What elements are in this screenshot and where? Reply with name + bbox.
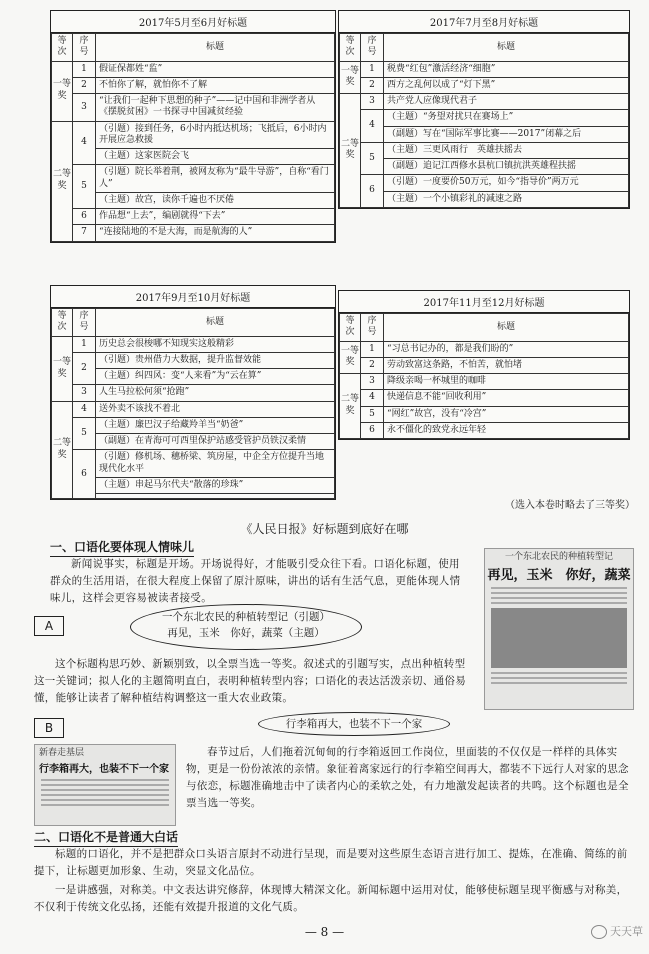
number-cell: 3 [73,94,96,122]
table-title: 2017年9月至10月好标题 [51,286,335,308]
table-row [52,385,335,401]
table-title: 2017年7月至8月好标题 [339,11,629,33]
title-cell: （主题）这家医院会飞 [96,149,335,165]
table-row [52,77,335,93]
table-row [340,191,629,207]
table-row [340,126,629,142]
rank-cell: 二等奖 [52,121,73,241]
table-row [340,175,629,191]
table-header-cell: 标题 [96,309,335,337]
clipping-a-text-lines [491,587,627,604]
title-cell: （主题）纠四风：变“人来看”为“云在算” [96,369,335,385]
table-header-cell: 等次 [52,34,73,62]
label-b: B [34,718,64,738]
watermark [591,923,643,939]
number-cell: 6 [73,450,96,499]
table-row [340,422,629,438]
table-row [52,352,335,368]
number-cell: 4 [73,121,96,165]
table-header-cell: 序号 [73,309,96,337]
watermark-text: 天天草 [610,925,643,938]
table-row [52,94,335,122]
rank-cell: 二等奖 [52,401,73,499]
table-header-cell: 序号 [361,34,384,62]
table-row [340,94,629,110]
rank-cell: 一等奖 [340,61,361,94]
table-nov-dec [338,290,630,440]
clipping-b-text-lines [41,779,169,806]
rank-cell: 一等奖 [340,341,361,374]
paragraph-b: 春节过后，人们拖着沉甸甸的行李箱返回工作岗位，里面装的不仅仅是一样样的具体实物，更是一份份浓浓的亲情。象征着离家远行的行李箱空间再大，都装不下远行人对家的思念与依恋，标题准确地击中了读者内心的柔软之处，有力地激发起读者的共鸣。这个标题也是全票当选一等奖。 [186,746,629,809]
table-header-cell: 等次 [340,314,361,342]
number-cell: 6 [361,422,384,438]
number-cell: 4 [361,390,384,406]
title-cell: 税费“红包”激活经济“细胞” [384,61,629,77]
table-row [340,142,629,158]
table-row [340,77,629,93]
title-cell: “习总书记办的，都是我们盼的” [384,341,629,357]
omission-note: （选入本卷时略去了三等奖） [505,500,635,511]
table-header-cell: 等次 [52,309,73,337]
award-table [339,33,629,208]
title-cell: （主题）串起马尔代夫“散落的珍珠” [96,477,335,493]
award-table [51,308,335,499]
clipping-a-headline: 再见，玉米 你好，蔬菜 [487,568,631,583]
title-cell: （主题）三更风雨行 英雄扶摇去 [384,142,629,158]
article-title: 《人民日报》好标题到底好在哪 [240,522,409,536]
number-cell: 4 [73,401,96,417]
number-cell: 2 [73,77,96,93]
section1-heading: 一、口语化要体现人情味儿 [50,538,194,557]
title-cell: 劳动致富这条路，不怕苦，就怕堵 [384,357,629,373]
number-cell: 1 [73,336,96,352]
clipping-b-header: 新春走基层 [39,748,85,758]
rank-cell: 二等奖 [340,374,361,439]
table-row [340,374,629,390]
title-cell: 人生马拉松何须“抢跑” [96,385,335,401]
table-header-cell: 标题 [384,34,629,62]
title-cell: （引题）修机场、穗桥梁、筑房屋，中企全方位提升当地现代化水平 [96,450,335,478]
title-cell [96,494,335,499]
section2-paragraph-1: 标题的口语化，并不是把群众口头语言原封不动进行呈现，而是要对这些原生态语言进行加工、提炼，在准确、简练的前提下，让标题更加形象、生动，突显文化品位。 [34,848,628,877]
number-cell: 3 [361,94,384,110]
table-row [340,61,629,77]
section1-paragraph: 新闻说事实，标题是开场。开场说得好，才能吸引受众往下看。口语化标题，使用群众的生活用语，在很大程度上保留了原汁原味，讲出的话有生活气息，更能体现人情味儿，这样会更容易被读者接受。 [50,558,461,604]
table-title: 2017年11月至12月好标题 [339,291,629,313]
table-may-june [50,10,336,243]
number-cell: 6 [361,175,384,208]
number-cell: 2 [361,357,384,373]
table-row [52,165,335,193]
number-cell: 1 [361,341,384,357]
label-a: A [34,616,64,636]
table-header-cell: 等次 [340,34,361,62]
title-cell: 作品想“上去”，编剧就得“下去” [96,209,335,225]
oval-a-line2: 再见，玉米 你好，蔬菜（主题） [167,627,325,639]
table-row [52,61,335,77]
title-cell: （主题）一个小镇彩礼的减速之路 [384,191,629,207]
title-cell: 西方之乱何以成了“灯下黑” [384,77,629,93]
title-cell: （主题）故宫，读你千遍也不厌倦 [96,192,335,208]
clipping-a-header: 一个东北农民的种植转型记 [504,552,613,562]
headline-oval-a [130,604,362,650]
table-header-cell: 序号 [361,314,384,342]
rank-cell: 二等奖 [340,94,361,208]
title-cell: （副题）写在“国际军事比赛——2017”闭幕之后 [384,126,629,142]
award-table [51,33,335,242]
number-cell: 5 [73,417,96,450]
title-cell: 永不僵化的致党永远年轻 [384,422,629,438]
rank-cell: 一等奖 [52,61,73,121]
number-cell: 2 [361,77,384,93]
rank-cell: 一等奖 [52,336,73,401]
table-row [52,225,335,241]
oval-a-line1: 一个东北农民的种植转型记（引题） [162,611,330,623]
table-row [52,121,335,149]
number-cell: 5 [73,165,96,209]
title-cell: 共产党人应像现代君子 [384,94,629,110]
title-cell: “让我们一起种下思想的种子”——记中国和非洲学者从《摆脱贫困》一书探寻中国减贫经验 [96,94,335,122]
table-july-august [338,10,630,209]
table-sept-oct [50,285,336,500]
section2-paragraph-2: 一是讲感强，对称美。中文表达讲究修辞，体现博大精深文化。新闻标题中运用对仗，能够使标题呈现平衡感与对称美，不仅利于传统文化弘扬，还能有效提升报道的文化气质。 [34,884,628,913]
newspaper-clipping-b [34,744,176,826]
table-row [52,209,335,225]
title-cell: 快递信息不能“回收利用” [384,390,629,406]
award-table [339,313,629,439]
number-cell: 1 [361,61,384,77]
title-cell: （副题）追记江西修水县杭口镇抗洪英雄程扶摇 [384,159,629,175]
number-cell: 7 [73,225,96,241]
number-cell: 4 [361,110,384,143]
table-title: 2017年5月至6月好标题 [51,11,335,33]
title-cell: 历史总会很梭哪不知现实这般精彩 [96,336,335,352]
table-row [52,401,335,417]
number-cell: 3 [73,385,96,401]
title-cell: （主题）廉巴汉子给藏羚羊当“奶爸” [96,417,335,433]
table-header-cell: 序号 [73,34,96,62]
number-cell: 5 [361,406,384,422]
newspaper-clipping-a [484,548,634,710]
title-cell: （引题）接到任务，6小时内抵达机场；飞抵后，6小时内开展应急救援 [96,121,335,149]
table-header-cell: 标题 [384,314,629,342]
title-cell: （引题）一度要价50万元，如今“指导价”两万元 [384,175,629,191]
title-cell: 不怕你了解，就怕你不了解 [96,77,335,93]
table-row [340,159,629,175]
table-row [52,336,335,352]
title-cell: “连接陆地的不是大海，而是航海的人” [96,225,335,241]
table-row [340,357,629,373]
number-cell: 1 [73,61,96,77]
wechat-icon [591,925,607,939]
title-cell: 假证保都姓“监” [96,61,335,77]
paragraph-a: 这个标题构思巧妙、新颖别致，以全票当选一等奖。叙述式的引题写实，点出种植转型这一关键词；拟人化的主题简明直白，表明种植转型内容；口语化的表达活泼亲切、通俗易懂，能够让读者了解种植结构调整这一重大农业政策。 [34,658,466,704]
number-cell: 5 [361,142,384,175]
headline-oval-b: 行李箱再大，也装不下一个家 [258,712,450,736]
section2-heading: 二、口语化不是普通大白话 [34,828,178,847]
table-row [340,341,629,357]
number-cell: 6 [73,209,96,225]
clipping-a-photo [491,608,627,668]
number-cell: 3 [361,374,384,390]
table-row [52,417,335,433]
table-row [52,450,335,478]
title-cell: （引题）院长举着荆，被网友称为“最牛导游”，自称“看门人” [96,165,335,193]
title-cell: 降级亲喝一杯城里的咖啡 [384,374,629,390]
title-cell: （副题）在青海可可西里保护站感受管护员铁汉柔情 [96,434,335,450]
table-row [340,390,629,406]
title-cell: “网红”故宫，没有“冷宫” [384,406,629,422]
number-cell: 2 [73,352,96,385]
clipping-b-headline: 行李箱再大，也装不下一个家 [39,764,169,775]
page-number: — 8 — [304,925,345,939]
table-header-cell: 标题 [96,34,335,62]
table-row [340,110,629,126]
title-cell: （主题）“务望对扰只在赛场上” [384,110,629,126]
table-row [340,406,629,422]
title-cell: （引题）贵州借力大数据，提升监督效能 [96,352,335,368]
title-cell: 送外卖不该找不着北 [96,401,335,417]
